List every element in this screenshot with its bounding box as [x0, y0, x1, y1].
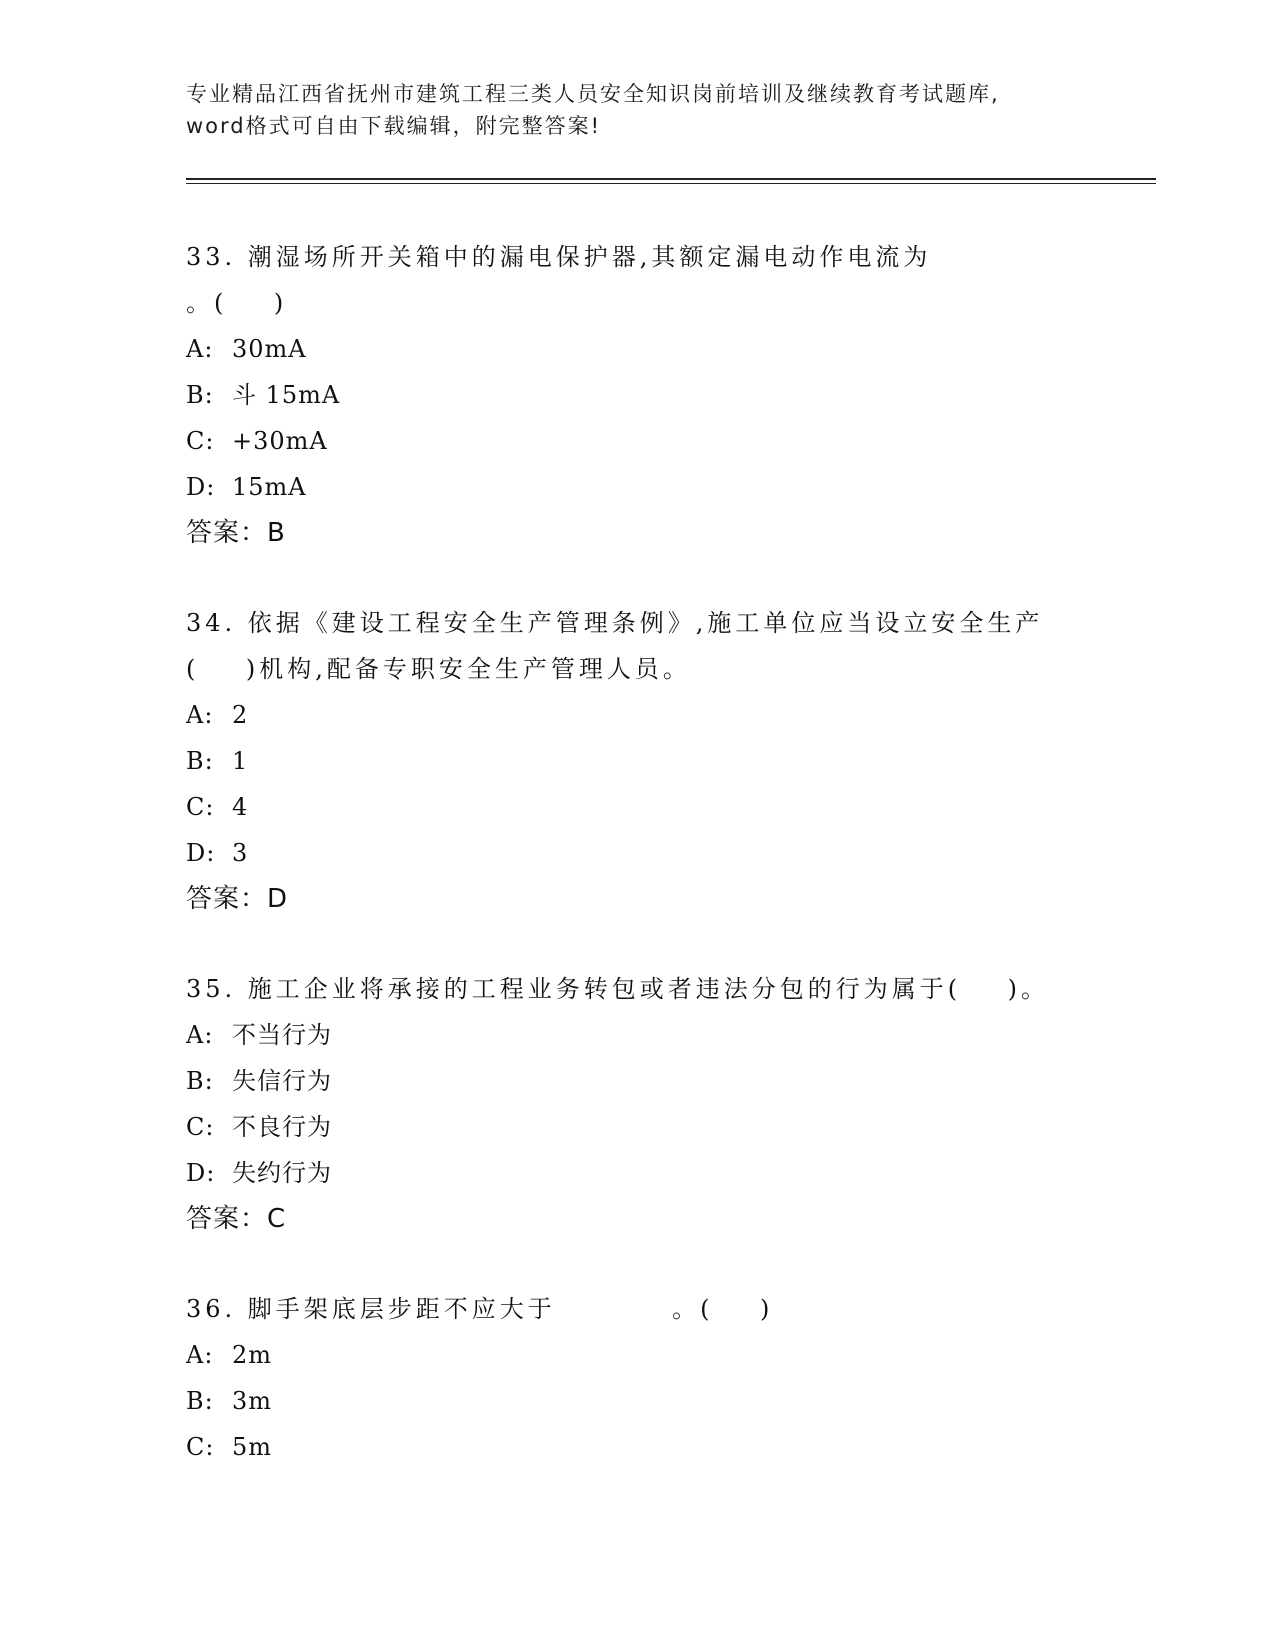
question-stem-line: ( )机构,配备专职安全生产管理人员。	[186, 655, 691, 683]
option-d	[186, 464, 1086, 510]
question-stem-line: 34. 依据《建设工程安全生产管理条例》,施工单位应当设立安全生产	[186, 609, 1044, 637]
header-line-2: word格式可自由下载编辑，附完整答案!	[186, 114, 602, 138]
option-key: D:	[186, 839, 216, 867]
question-stem-line: 33. 潮湿场所开关箱中的漏电保护器,其额定漏电动作电流为	[186, 243, 932, 271]
option-text: 不当行为	[232, 1021, 332, 1049]
option-key: C:	[186, 427, 215, 455]
option-key: A:	[186, 1341, 214, 1369]
option-d	[186, 1150, 1086, 1196]
question-34	[186, 600, 1086, 922]
question-35	[186, 966, 1086, 1242]
question-33	[186, 234, 1086, 556]
option-key: D:	[186, 473, 216, 501]
option-key: C:	[186, 793, 215, 821]
header-divider-thin	[186, 183, 1156, 184]
option-key: A:	[186, 335, 214, 363]
option-c	[186, 1424, 1086, 1470]
option-text: 斗 15mA	[232, 381, 341, 409]
document-header	[186, 78, 1086, 142]
option-text: 30mA	[232, 335, 307, 363]
option-c	[186, 784, 1086, 830]
header-line-1: 专业精品江西省抚州市建筑工程三类人员安全知识岗前培训及继续教育考试题库,	[186, 82, 1000, 106]
header-divider-thick	[186, 178, 1156, 180]
option-b	[186, 372, 1086, 418]
answer-line: 答案：D	[186, 884, 289, 914]
option-a	[186, 1332, 1086, 1378]
option-key: C:	[186, 1433, 215, 1461]
option-key: C:	[186, 1113, 215, 1141]
option-a	[186, 326, 1086, 372]
option-text: 15mA	[232, 473, 307, 501]
option-text: 2	[232, 701, 249, 729]
answer-line: 答案：C	[186, 1204, 287, 1234]
option-b	[186, 738, 1086, 784]
option-key: B:	[186, 1067, 214, 1095]
option-b	[186, 1378, 1086, 1424]
answer-line: 答案：B	[186, 518, 286, 548]
option-key: B:	[186, 1387, 214, 1415]
option-b	[186, 1058, 1086, 1104]
option-a	[186, 692, 1086, 738]
option-key: A:	[186, 1021, 214, 1049]
question-stem-line: 35. 施工企业将承接的工程业务转包或者违法分包的行为属于( )。	[186, 975, 1050, 1003]
option-text: 失约行为	[232, 1159, 332, 1187]
option-text: 不良行为	[232, 1113, 332, 1141]
option-key: D:	[186, 1159, 216, 1187]
option-d	[186, 830, 1086, 876]
option-text: 3	[232, 839, 249, 867]
option-text: 3m	[232, 1387, 273, 1415]
option-c	[186, 1104, 1086, 1150]
question-stem-line: 。( )	[186, 289, 288, 317]
option-text: 1	[232, 747, 249, 775]
option-text: 失信行为	[232, 1067, 332, 1095]
option-a	[186, 1012, 1086, 1058]
option-key: B:	[186, 747, 214, 775]
option-text: +30mA	[232, 427, 328, 455]
option-key: A:	[186, 701, 214, 729]
option-c	[186, 418, 1086, 464]
option-key: B:	[186, 381, 214, 409]
option-text: 2m	[232, 1341, 273, 1369]
option-text: 5m	[232, 1433, 273, 1461]
question-stem-line: 36. 脚手架底层步距不应大于 。( )	[186, 1295, 774, 1323]
option-text: 4	[232, 793, 249, 821]
question-36	[186, 1286, 1086, 1470]
